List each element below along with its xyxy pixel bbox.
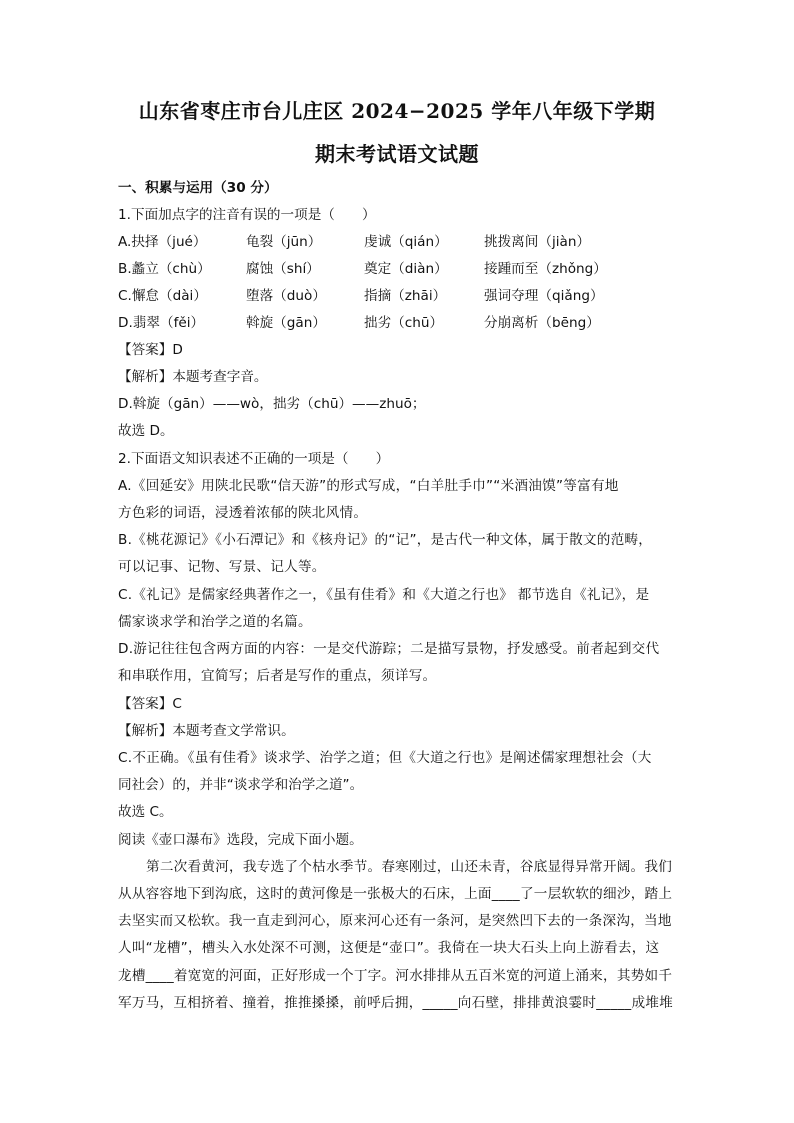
q2-line: 方色彩的词语，浸透着浓郁的陕北风情。 — [118, 505, 368, 521]
option-cell: A.抉择（jué） — [118, 234, 207, 250]
title-line-1: 山东省枣庄市台儿庄区 2024−2025 学年八年级下学期 — [138, 99, 656, 123]
option-cell: 接踵而至（zhǒng） — [484, 261, 607, 277]
option-cell: 挑拨离间（jiàn） — [484, 234, 591, 250]
passage-line: 军万马，互相挤着、撞着，推推搡搡，前呼后拥，_____向石壁，排排黄浪霎时_____成堆堆 — [118, 995, 673, 1011]
passage-line: 第二次看黄河，我专选了个枯水季节。春寒刚过，山还未青，谷底显得异常开阔。我们 — [146, 859, 673, 875]
passage-line: 龙槽____着宽宽的河面，正好形成一个丁字。河水排排从五百米宽的河道上涌来，其势如千 — [118, 968, 673, 984]
q2-analysis: 【解析】本题考查文学常识。 — [118, 723, 295, 739]
q1-conclusion: 故选 D。 — [118, 423, 174, 439]
option-cell: 虔诚（qián） — [364, 234, 448, 250]
q1-detail: D.斡旋（gān）——wò，拙劣（chū）——zhuō； — [118, 396, 426, 412]
q1-stem: 1.下面加点字的注音有误的一项是（ ） — [118, 207, 376, 223]
q1-answer: 【答案】D — [118, 342, 183, 358]
option-cell: 拙劣（chū） — [364, 315, 444, 331]
title-line-2: 期末考试语文试题 — [315, 142, 479, 166]
q1-option-c — [118, 290, 604, 304]
option-cell: 腐蚀（shí） — [246, 261, 320, 277]
option-cell: B.蠡立（chù） — [118, 261, 211, 277]
option-cell: 强词夺理（qiǎng） — [484, 288, 604, 304]
q2-line: B.《桃花源记》《小石潭记》和《核舟记》的“记”，是古代一种文体，属于散文的范畴， — [118, 532, 653, 548]
option-cell: 龟裂（jūn） — [246, 234, 322, 250]
passage-line: 去坚实而又松软。我一直走到河心，原来河心还有一条河，是突然凹下去的一条深沟，当地 — [118, 913, 672, 929]
q2-answer: 【答案】C — [118, 696, 182, 712]
option-cell: 分崩离析（bēng） — [484, 315, 600, 331]
option-cell: 奠定（diàn） — [364, 261, 448, 277]
q2-conclusion: 故选 C。 — [118, 804, 173, 820]
q2-line: 可以记事、记物、写景、记人等。 — [118, 559, 326, 575]
q2-line: 和串联作用，宜简写；后者是写作的重点，须详写。 — [118, 668, 437, 684]
option-cell: D.翡翠（fěi） — [118, 315, 205, 331]
q2-stem: 2.下面语文知识表述不正确的一项是（ ） — [118, 451, 390, 467]
q2-line: C.《礼记》是儒家经典著作之一，《虽有佳肴》和《大道之行也》 都节选自《礼记》，是 — [118, 587, 650, 603]
q1-analysis: 【解析】本题考查字音。 — [118, 369, 268, 385]
q2-line: 儒家谈求学和治学之道的名篇。 — [118, 614, 312, 630]
option-cell: C.懈怠（dài） — [118, 288, 207, 304]
q1-option-b — [118, 263, 607, 277]
option-cell: 斡旋（gān） — [246, 315, 326, 331]
option-cell: 堕落（duò） — [246, 288, 326, 304]
passage-line: 人叫“龙槽”，槽头入水处深不可测，这便是“壶口”。我倚在一块大石头上向上游看去，这 — [118, 940, 660, 956]
q1-option-a — [118, 236, 590, 250]
q2-detail-1: C.不正确。《虽有佳肴》谈求学、治学之道；但《大道之行也》是阐述儒家理想社会（大 — [118, 750, 652, 766]
option-cell: 指摘（zhāi） — [364, 288, 447, 304]
q2-line: D.游记往往包含两方面的内容：一是交代游踪；二是描写景物，抒发感受。前者起到交代 — [118, 641, 660, 657]
q1-option-d — [118, 317, 600, 331]
passage-line: 从从容容地下到沟底，这时的黄河像是一张极大的石床，上面____了一层软软的细沙，踏上 — [118, 886, 673, 902]
reading-intro: 阅读《壶口瀑布》选段，完成下面小题。 — [118, 832, 363, 848]
q2-detail-2: 同社会）的，并非“谈求学和治学之道”。 — [118, 777, 364, 793]
section-heading: 一、积累与运用（30 分） — [118, 180, 278, 196]
q2-line: A.《回延安》用陕北民歌“信天游”的形式写成，“白羊肚手巾”“米酒油馍”等富有地 — [118, 478, 619, 494]
